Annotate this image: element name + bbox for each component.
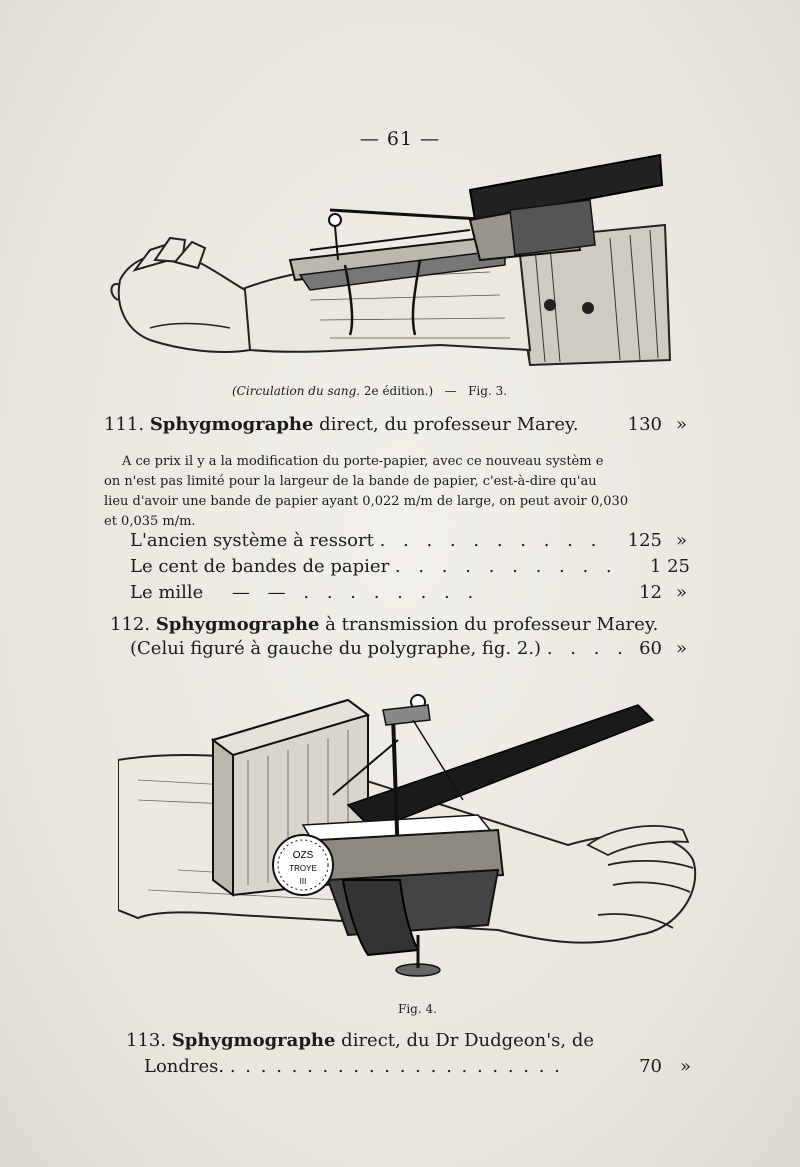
sub-item-label: Le mille: [130, 582, 204, 603]
entry-name: Sphygmographe: [155, 614, 320, 635]
entry-113-price: 70: [639, 1056, 662, 1077]
entry-113-currency: »: [680, 1056, 692, 1077]
page-number: — 61 —: [359, 128, 441, 150]
entry-111-heading: [104, 414, 579, 435]
entry-112-heading: [110, 614, 658, 635]
leader-dots: . . . . . . . . . .: [394, 556, 618, 577]
figure-3-caption: [232, 384, 507, 398]
sub-item-currency: »: [676, 582, 688, 603]
entry-111-note-line-1: A ce prix il y a la modification du porte-papier, avec ce nouveau systèm e: [122, 454, 604, 469]
figure-4-caption: Fig. 4.: [398, 1002, 437, 1016]
sub-item-row: [130, 530, 602, 551]
entry-112-currency: »: [676, 638, 688, 659]
sub-item-price: 1 25: [649, 556, 690, 577]
leader-dots: . . . . . . . . . .: [379, 530, 603, 551]
entry-113-heading: [126, 1030, 594, 1051]
dial-label-top: OZS: [292, 850, 314, 861]
entry-111-note-line-4: et 0,035 m/m.: [104, 514, 196, 529]
entry-111-currency: »: [676, 414, 688, 435]
entry-number: 111.: [104, 414, 145, 435]
leader-dots: . . . . . . . . . . . . . . . . . . . . . .: [229, 1056, 562, 1077]
sub-item-currency: »: [676, 530, 688, 551]
caption-title: (Circulation du sang.: [232, 384, 361, 398]
entry-number: 112.: [110, 614, 151, 635]
caption-edition: 2e édition.): [360, 384, 434, 398]
entry-111-note-line-3: lieu d'avoir une bande de papier ayant 0,022 m/m de large, on peut avoir 0,030: [104, 494, 629, 509]
leader-dots: . . . .: [546, 638, 629, 659]
entry-112-price: 60: [639, 638, 662, 659]
entry-111-price: 130: [627, 414, 662, 435]
leader-dots: — — . . . . . . . .: [231, 582, 480, 603]
sub-item-label: Le cent de bandes de papier: [130, 556, 390, 577]
entry-detail: Londres.: [144, 1056, 225, 1077]
caption-fig: Fig. 3.: [468, 384, 508, 398]
sub-item-price: 12: [639, 582, 662, 603]
entry-text: direct, du professeur Marey.: [313, 414, 579, 435]
entry-name: Sphygmographe: [171, 1030, 336, 1051]
entry-number: 113.: [126, 1030, 167, 1051]
entry-name: Sphygmographe: [149, 414, 314, 435]
entry-detail: (Celui figuré à gauche du polygraphe, fig. 2.): [130, 638, 542, 659]
dial-label-bottom: III: [299, 877, 307, 886]
caption-sep: —: [444, 384, 457, 398]
sub-item-row: [130, 556, 618, 577]
entry-112-line-2: [130, 638, 629, 659]
entry-113-line-2: [144, 1056, 562, 1077]
entry-text: direct, du Dr Dudgeon's, de: [335, 1030, 595, 1051]
sub-item-row: [130, 582, 479, 603]
figure-4-illustration: [118, 680, 708, 980]
entry-111-note-line-2: on n'est pas limité pour la largeur de la bande de papier, c'est-à-dire qu'au: [104, 474, 597, 489]
entry-text: à transmission du professeur Marey.: [319, 614, 659, 635]
sub-item-label: L'ancien système à ressort: [130, 530, 374, 551]
figure-3-illustration: [110, 150, 680, 380]
sub-item-price: 125: [627, 530, 662, 551]
dial-label-middle: TROYE: [289, 864, 317, 873]
